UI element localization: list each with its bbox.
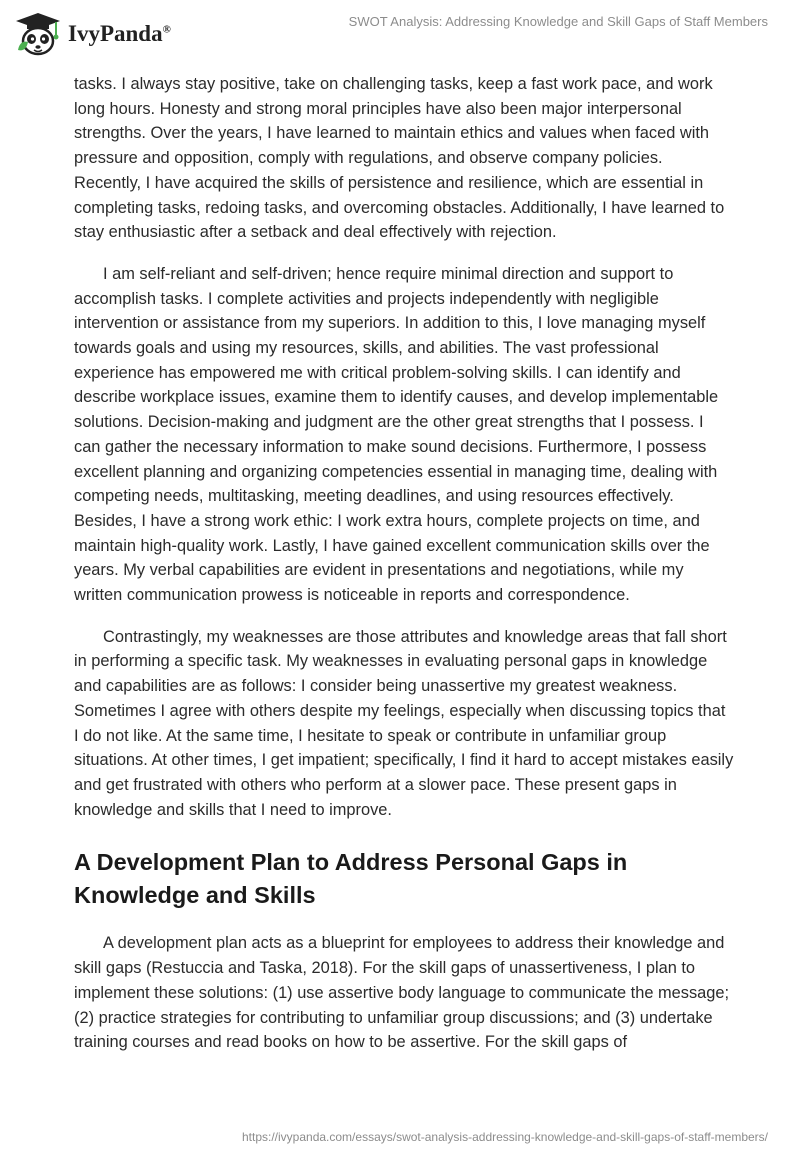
- section-heading: A Development Plan to Address Personal Gaps in Knowledge and Skills: [74, 849, 628, 909]
- paragraph-strengths-continued: tasks. I always stay positive, take on challenging tasks, keep a fast work pace, and work long hours. Honesty and strong moral principles have also been major interpersonal strengths. Over the years, I have learned to maintain ethics and values when faced with pressure and opposition, comply with regulations, and observe company policies. Recently, I have acquired the skills of persistence and resilience, which are essential in completing tasks, redoing tasks, and overcoming obstacles. Additionally, I have learned to stay enthusiastic after a setback and deal effectively with rejection.: [74, 75, 725, 242]
- paragraph-development-plan: A development plan acts as a blueprint for employees to address their knowledge and skill gaps (Restuccia and Taska, 2018). For the skill gaps of unassertiveness, I plan to implement these solutions: (1) use assertive body language to communicate the message; (2) practice strategies for contributing to unfamiliar group discussions; and (3) undertake training courses and read books on how to be assertive. For the skill gaps of: [74, 934, 730, 1052]
- essay-body: [74, 72, 734, 1072]
- paragraph-self-reliance: I am self-reliant and self-driven; hence require minimal direction and support to accomplish tasks. I complete activities and projects independently with negligible intervention or assistance from my superiors. In addition to this, I love managing myself towards goals and using my resources, skills, and abilities. The vast professional experience has empowered me with critical problem-solving skills. I can identify and describe workplace issues, examine them to identify causes, and develop implementable solutions. Decision-making and judgment are the other great strengths that I possess. I can gather the necessary information to make sound decisions. Furthermore, I possess excellent planning and organizing competencies essential in managing time, dealing with competing needs, multitasking, meeting deadlines, and using resources effectively. Besides, I have a strong work ethic: I work extra hours, complete projects on time, and maintain high-quality work. Lastly, I have gained excellent communication skills over the years. My verbal capabilities are evident in presentations and negotiations, while my written communication prowess is noticeable in reports and correspondence.: [74, 264, 719, 605]
- document-title: SWOT Analysis: Addressing Knowledge and Skill Gaps of Staff Members: [348, 14, 768, 29]
- brand-name: IvyPanda®: [68, 21, 171, 46]
- paragraph-weaknesses: Contrastingly, my weaknesses are those attributes and knowledge areas that fall short in performing a specific task. My weaknesses in evaluating personal gaps in knowledge and capabilities are as follows: I consider being unassertive my greatest weakness. Sometimes I agree with others despite my feelings, especially when discussing topics that I do not like. At the same time, I hesitate to speak or contribute in unfamiliar group situations. At other times, I get impatient; specifically, I find it hard to accept mistakes easily and get frustrated with others who perform at a slower pace. These present gaps in knowledge and skills that I need to improve.: [74, 627, 734, 819]
- source-url[interactable]: https://ivypanda.com/essays/swot-analysis-addressing-knowledge-and-skill-gaps-of-staff-members/: [242, 1130, 768, 1144]
- ivypanda-logo[interactable]: [14, 10, 171, 58]
- panda-graduate-icon: [14, 10, 62, 58]
- page-header: [0, 0, 800, 68]
